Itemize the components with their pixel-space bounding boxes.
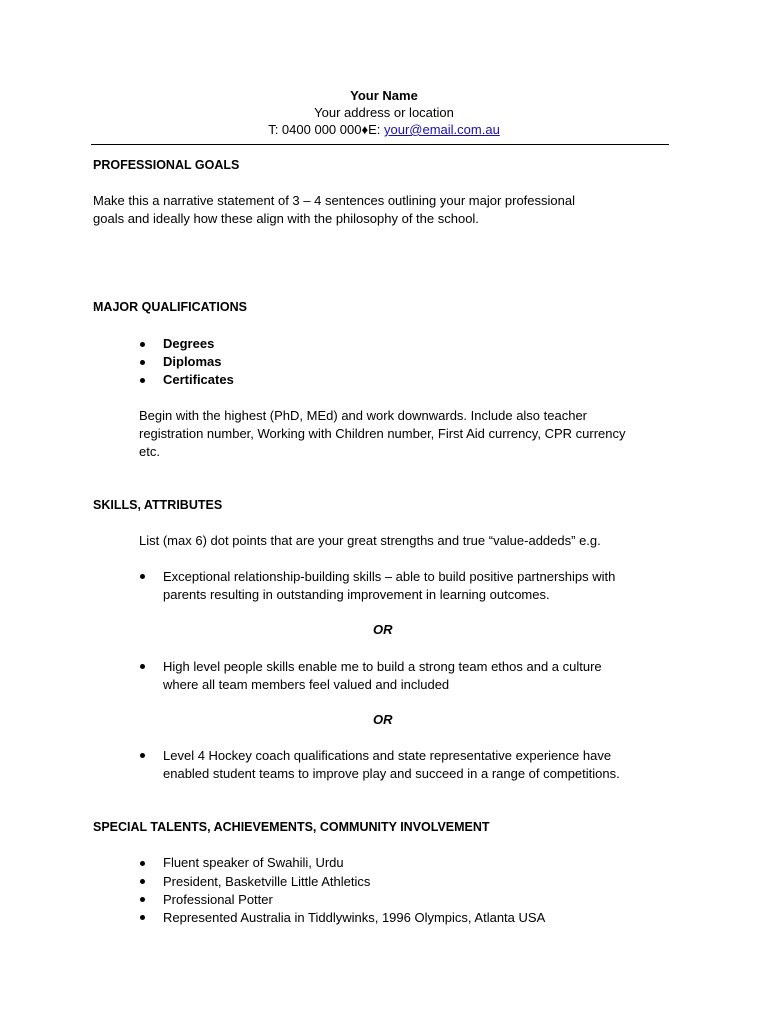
professional-goals-line-1: Make this a narrative statement of 3 – 4 sentences outlining your major professional [93,193,575,208]
bullet-icon [140,753,145,758]
bullet-icon [140,360,145,365]
skill-item-line-2: where all team members feel valued and included [163,677,450,692]
resume-name: Your Name [350,88,418,103]
bullet-icon [140,915,145,920]
qualifications-note-line-1: Begin with the highest (PhD, MEd) and work downwards. Include also teacher [139,408,588,423]
professional-goals-line-2: goals and ideally how these align with the philosophy of the school. [93,211,479,226]
diamond-separator-icon: ♦ [361,122,369,137]
bullet-icon [140,861,145,866]
skill-item-line-1: Exceptional relationship-building skills – able to build positive partnerships with [163,569,616,584]
phone-text: T: 0400 000 000 [268,122,362,137]
qualification-item: Degrees [163,336,215,351]
qualifications-note-line-2: registration number, Working with Children number, First Aid currency, CPR currency [139,426,626,441]
special-talents-heading: SPECIAL TALENTS, ACHIEVEMENTS, COMMUNITY INVOLVEMENT [93,820,490,834]
talent-item: Professional Potter [163,892,273,907]
bullet-icon [140,342,145,347]
bullet-icon [140,897,145,902]
qualification-item: Diplomas [163,354,222,369]
skill-item-line-1: Level 4 Hockey coach qualifications and state representative experience have [163,748,612,763]
professional-goals-heading: PROFESSIONAL GOALS [93,158,240,172]
header-divider [91,144,669,145]
bullet-icon [140,574,145,579]
bullet-icon [140,664,145,669]
skill-item-line-2: parents resulting in outstanding improvement in learning outcomes. [163,587,550,602]
resume-address: Your address or location [314,105,454,120]
bullet-icon [140,378,145,383]
talent-item: Represented Australia in Tiddlywinks, 1996 Olympics, Atlanta USA [163,910,546,925]
or-separator: OR [373,712,393,727]
skills-intro: List (max 6) dot points that are your great strengths and true “value-addeds” e.g. [139,533,601,548]
talent-item: President, Basketville Little Athletics [163,874,371,889]
email-link[interactable]: your@email.com.au [384,122,500,137]
bullet-icon [140,879,145,884]
major-qualifications-heading: MAJOR QUALIFICATIONS [93,300,247,314]
or-separator: OR [373,622,393,637]
talent-item: Fluent speaker of Swahili, Urdu [163,855,344,870]
qualifications-note-line-3: etc. [139,444,160,459]
skill-item-line-2: enabled student teams to improve play and succeed in a range of competitions. [163,766,620,781]
contact-line [0,122,768,137]
skill-item-line-1: High level people skills enable me to build a strong team ethos and a culture [163,659,602,674]
qualification-item: Certificates [163,372,234,387]
skills-heading: SKILLS, ATTRIBUTES [93,498,223,512]
email-label: E: [368,122,384,137]
